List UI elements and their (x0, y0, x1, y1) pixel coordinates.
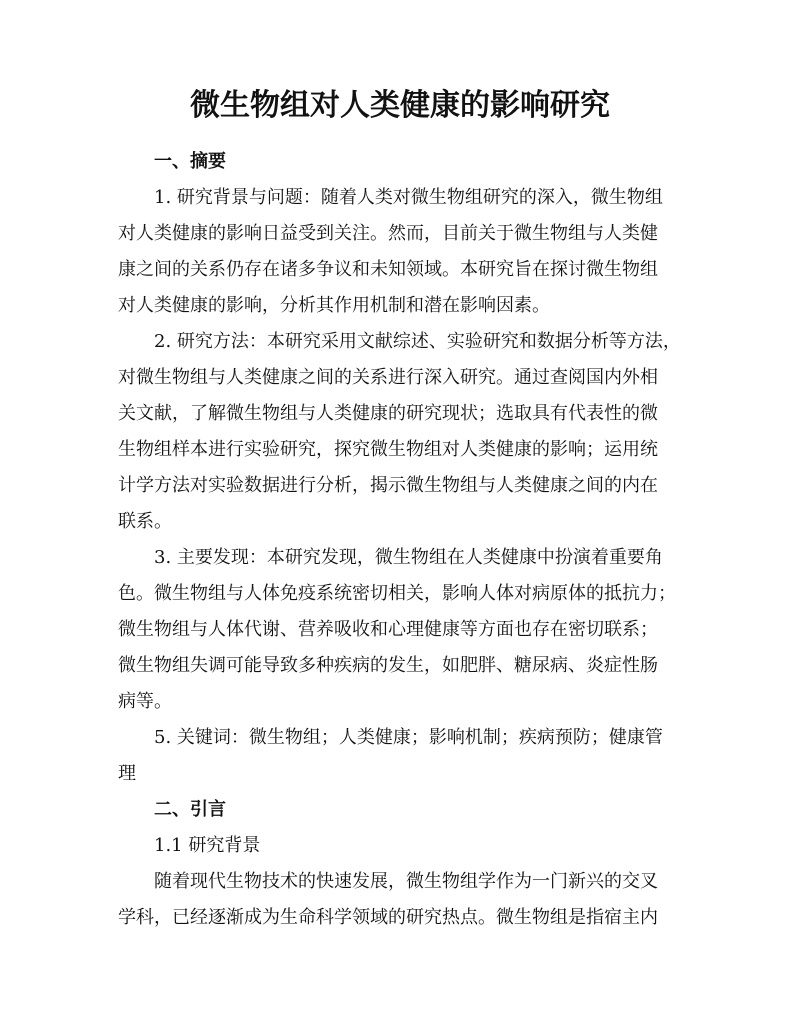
paragraph-line: 1. 研究背景与问题：随着人类对微生物组研究的深入，微生物组 (154, 187, 663, 208)
paragraph-line: 对人类健康的影响日益受到关注。然而，目前关于微生物组与人类健 (118, 223, 658, 244)
paragraph-line: 生物组样本进行实验研究，探究微生物组对人类健康的影响；运用统 (118, 439, 658, 460)
paragraph-line: 计学方法对实验数据进行分析，揭示微生物组与人类健康之间的内在 (118, 475, 658, 496)
document-title: 微生物组对人类健康的影响研究 (190, 88, 610, 123)
paragraph-line: 关文献，了解微生物组与人类健康的研究现状；选取具有代表性的微 (118, 403, 658, 424)
paragraph-line: 随着现代生物技术的快速发展，微生物组学作为一门新兴的交叉 (154, 871, 658, 892)
paragraph-line: 学科，已经逐渐成为生命科学领域的研究热点。微生物组是指宿主内 (118, 907, 658, 928)
paragraph-line: 色。微生物组与人体免疫系统密切相关，影响人体对病原体的抵抗力； (118, 583, 676, 604)
paragraph-line: 微生物组与人体代谢、营养吸收和心理健康等方面也存在密切联系； (118, 619, 658, 640)
paragraph-line: 3. 主要发现：本研究发现，微生物组在人类健康中扮演着重要角 (154, 547, 663, 568)
paragraph-line: 联系。 (118, 511, 172, 532)
subsection-heading: 1.1 研究背景 (154, 835, 261, 856)
abstract-heading: 一、摘要 (154, 151, 226, 172)
paragraph-line: 微生物组失调可能导致多种疾病的发生，如肥胖、糖尿病、炎症性肠 (118, 655, 658, 676)
paragraph-line: 5. 关键词：微生物组；人类健康；影响机制；疾病预防；健康管 (154, 727, 663, 748)
paragraph-line: 康之间的关系仍存在诸多争议和未知领域。本研究旨在探讨微生物组 (118, 259, 658, 280)
paragraph-line: 病等。 (118, 691, 172, 712)
paragraph-line: 对微生物组与人类健康之间的关系进行深入研究。通过查阅国内外相 (118, 367, 658, 388)
paragraph-line: 对人类健康的影响，分析其作用机制和潜在影响因素。 (118, 295, 550, 316)
paragraph-line: 2. 研究方法：本研究采用文献综述、实验研究和数据分析等方法， (154, 331, 681, 352)
paragraph-line: 理 (118, 763, 136, 784)
intro-heading: 二、引言 (154, 799, 226, 820)
